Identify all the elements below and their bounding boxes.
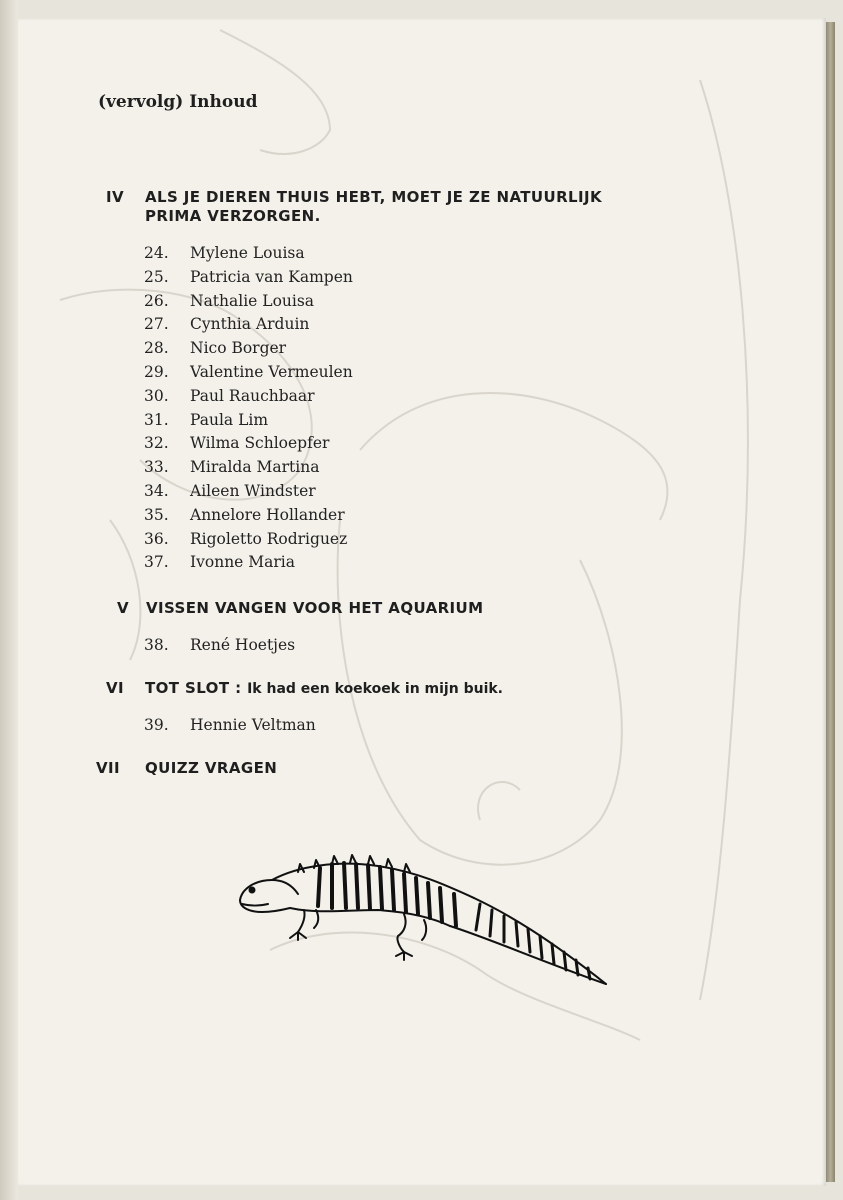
entry-name: Paula Lim [190,410,269,429]
entry-number: 34. [144,482,169,500]
entry-number: 37. [144,553,169,572]
entry-name: Rigoletto Rodriguez [190,529,348,548]
entry-number: 26. [144,291,169,310]
entry-number: 35. [144,505,169,524]
section-title: ALS JE DIEREN THUIS HEBT, MOET JE ZE NATUURLIJK [145,188,602,206]
entry-number: 31. [144,410,169,429]
page-heading: (vervolg) Inhoud [98,92,258,112]
entry-name: Nico Borger [190,339,287,358]
entry-number: 33. [144,458,169,477]
entry-name: René Hoetjes [190,636,296,654]
lizard-drawing [228,852,613,992]
entry-name: Hennie Veltman [190,716,316,734]
section-title: VISSEN VANGEN VOOR HET AQUARIUM [146,599,484,617]
section-number: VI [106,679,124,697]
section-subtitle: Ik had een koekoek in mijn buik. [247,681,503,697]
entry-name: Patricia van Kampen [190,267,353,286]
entry-number: 38. [144,636,169,654]
entry-number: 28. [144,339,169,358]
entry-number: 30. [144,386,169,405]
entry-name: Annelore Hollander [190,505,345,524]
entry-name: Ivonne Maria [190,553,295,572]
section-title-line2: PRIMA VERZORGEN. [145,207,321,225]
entry-name: Wilma Schloepfer [190,434,330,453]
entry-number: 25. [144,267,169,286]
section-number: V [117,599,130,617]
section-title-text: TOT SLOT : [145,679,242,697]
section-title [145,679,503,697]
section-number: VII [96,759,120,777]
entry-number: 29. [144,363,169,381]
section-title: QUIZZ VRAGEN [145,759,278,777]
entry-name: Aileen Windster [190,482,316,500]
entry-number: 32. [144,434,169,453]
entry-number: 39. [144,716,169,734]
entry-name: Cynthia Arduin [190,315,310,334]
entry-number: 36. [144,529,169,548]
section-number: IV [106,188,124,206]
entry-number: 27. [144,315,169,334]
entry-name: Miralda Martina [190,458,320,477]
entry-name: Valentine Vermeulen [190,363,353,381]
entry-name: Mylene Louisa [190,244,305,262]
entry-name: Paul Rauchbaar [190,386,315,405]
entry-number: 24. [144,244,169,262]
entry-name: Nathalie Louisa [190,291,315,310]
